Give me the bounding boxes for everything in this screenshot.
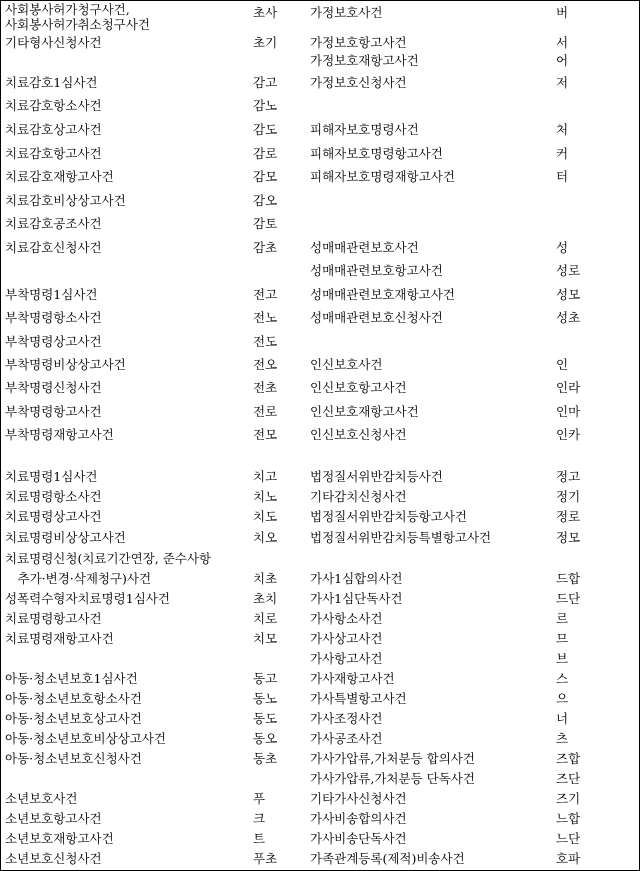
case-code: 치노 bbox=[253, 489, 278, 504]
case-code-right: 즈기 bbox=[556, 791, 581, 806]
case-code: 감초 bbox=[253, 240, 278, 255]
case-name: 소년보호재항고사건 bbox=[5, 831, 114, 846]
case-code-right: 정고 bbox=[556, 469, 581, 484]
case-code-right: 버 bbox=[556, 5, 569, 20]
case-code: 트 bbox=[253, 831, 266, 846]
case-code: 감노 bbox=[253, 98, 278, 113]
case-name: 아동·청소년보호항소사건 bbox=[5, 691, 142, 706]
case-name: 치료감호1심사건 bbox=[5, 75, 98, 90]
case-code-right: 인마 bbox=[556, 404, 581, 419]
case-code-right: 정모 bbox=[556, 530, 581, 545]
case-code: 감토 bbox=[253, 216, 278, 231]
case-name: 아동·청소년보호상고사건 bbox=[5, 711, 142, 726]
case-name: 부착명령신청사건 bbox=[5, 380, 102, 395]
case-name: 치료감호항소사건 bbox=[5, 98, 102, 113]
case-name-right: 가사재항고사건 bbox=[310, 671, 395, 686]
case-name: 부착명령항고사건 bbox=[5, 404, 102, 419]
case-name-right: 가정보호항고사건 bbox=[310, 35, 407, 50]
case-code-right: 어 bbox=[556, 53, 569, 68]
case-name-right: 피해자보호명령항고사건 bbox=[310, 146, 443, 161]
case-code: 치로 bbox=[253, 611, 278, 626]
case-name-right: 가사항고사건 bbox=[310, 651, 383, 666]
case-name: 부착명령비상상고사건 bbox=[5, 357, 126, 372]
case-code: 전오 bbox=[253, 357, 278, 372]
case-code-right: 인라 bbox=[556, 380, 581, 395]
case-code: 푸초 bbox=[253, 851, 278, 866]
case-code: 초기 bbox=[253, 35, 278, 50]
case-name-right: 가사가압류,가처분등 합의사건 bbox=[310, 751, 475, 766]
case-code: 동초 bbox=[253, 751, 278, 766]
case-name: 치료감호공조사건 bbox=[5, 216, 102, 231]
case-code-right: 커 bbox=[556, 146, 569, 161]
case-name-right: 피해자보호명령재항고사건 bbox=[310, 169, 455, 184]
case-name-right: 성매매관련보호신청사건 bbox=[310, 310, 443, 325]
case-code: 감모 bbox=[253, 169, 278, 184]
case-code-right: 므 bbox=[556, 631, 569, 646]
case-name-right: 성매매관련보호사건 bbox=[310, 240, 419, 255]
case-name: 아동·청소년보호비상상고사건 bbox=[5, 731, 166, 746]
case-code-right: 정로 bbox=[556, 509, 581, 524]
case-code-right: 처 bbox=[556, 122, 569, 137]
case-name: 부착명령재항고사건 bbox=[5, 427, 114, 442]
case-code-right: 성 bbox=[556, 240, 569, 255]
case-name-right: 기타가사신청사건 bbox=[310, 791, 407, 806]
case-name-right: 성매매관련보호재항고사건 bbox=[310, 287, 455, 302]
case-name-right: 인신보호신청사건 bbox=[310, 427, 407, 442]
case-name: 소년보호항고사건 bbox=[5, 811, 102, 826]
case-code-right: 호파 bbox=[556, 851, 581, 866]
case-code: 동오 bbox=[253, 731, 278, 746]
case-code-right: 정기 bbox=[556, 489, 581, 504]
case-code-right: 으 bbox=[556, 691, 569, 706]
case-code-right: 츠 bbox=[556, 731, 569, 746]
case-name-right: 인신보호항고사건 bbox=[310, 380, 407, 395]
case-name: 부착명령1심사건 bbox=[5, 287, 98, 302]
case-code-right: 인카 bbox=[556, 427, 581, 442]
case-name-right: 가사1심합의사건 bbox=[310, 571, 403, 586]
case-code: 감도 bbox=[253, 122, 278, 137]
case-code-right: 드합 bbox=[556, 571, 581, 586]
case-code: 치초 bbox=[253, 571, 278, 586]
case-code: 전도 bbox=[253, 334, 278, 349]
case-name-right: 가정보호재항고사건 bbox=[310, 53, 419, 68]
case-code: 감로 bbox=[253, 146, 278, 161]
case-name-right: 가정보호사건 bbox=[310, 5, 383, 20]
case-code: 전로 bbox=[253, 404, 278, 419]
case-name-right: 가사특별항고사건 bbox=[310, 691, 407, 706]
case-name-right: 성매매관련보호항고사건 bbox=[310, 263, 443, 278]
case-name: 치료감호항고사건 bbox=[5, 146, 102, 161]
case-name: 부착명령항소사건 bbox=[5, 310, 102, 325]
case-name: 치료감호상고사건 bbox=[5, 122, 102, 137]
case-name-right: 법정질서위반감치등특별항고사건 bbox=[310, 530, 492, 545]
case-code: 초사 bbox=[253, 5, 278, 20]
case-code: 감오 bbox=[253, 193, 278, 208]
case-code: 치고 bbox=[253, 469, 278, 484]
case-code-right: 즈합 bbox=[556, 751, 581, 766]
case-name-right: 기타감치신청사건 bbox=[310, 489, 407, 504]
case-code: 전고 bbox=[253, 287, 278, 302]
case-name-right: 가사비송단독사건 bbox=[310, 831, 407, 846]
case-code-right: 성모 bbox=[556, 287, 581, 302]
case-code-right: 르 bbox=[556, 611, 569, 626]
case-code: 전초 bbox=[253, 380, 278, 395]
case-code-right: 터 bbox=[556, 169, 569, 184]
case-name: 치료명령상고사건 bbox=[5, 509, 102, 524]
case-code: 동노 bbox=[253, 691, 278, 706]
case-code: 치도 bbox=[253, 509, 278, 524]
case-name-right: 가사비송합의사건 bbox=[310, 811, 407, 826]
case-name: 사회봉사허가청구사건, 사회봉사허가취소청구사건 bbox=[5, 2, 150, 32]
case-code: 치모 bbox=[253, 631, 278, 646]
case-code-right: 느단 bbox=[556, 831, 581, 846]
case-name: 기타형사신청사건 bbox=[5, 35, 102, 50]
case-name: 치료감호비상상고사건 bbox=[5, 193, 126, 208]
case-code: 초치 bbox=[253, 591, 278, 606]
case-code-right: 드단 bbox=[556, 591, 581, 606]
case-name-right: 가족관계등록(제적)비송사건 bbox=[310, 851, 465, 866]
case-name: 치료명령항고사건 bbox=[5, 611, 102, 626]
case-code-right: 스 bbox=[556, 671, 569, 686]
case-code-right: 즈단 bbox=[556, 771, 581, 786]
case-name-right: 인신보호재항고사건 bbox=[310, 404, 419, 419]
case-name-right: 피해자보호명령사건 bbox=[310, 122, 419, 137]
case-code: 감고 bbox=[253, 75, 278, 90]
case-name: 부착명령상고사건 bbox=[5, 334, 102, 349]
case-code: 푸 bbox=[253, 791, 266, 806]
case-name-right: 가사1심단독사건 bbox=[310, 591, 403, 606]
case-name: 성폭력수형자치료명령1심사건 bbox=[5, 591, 170, 606]
case-name: 아동·청소년보호1심사건 bbox=[5, 671, 138, 686]
case-name-right: 인신보호사건 bbox=[310, 357, 383, 372]
case-name-right: 법정질서위반감치등사건 bbox=[310, 469, 443, 484]
case-name: 소년보호신청사건 bbox=[5, 851, 102, 866]
case-name: 치료명령신청(치료기간연장, 준수사항 bbox=[5, 551, 212, 566]
case-code-right: 인 bbox=[556, 357, 569, 372]
case-code: 동도 bbox=[253, 711, 278, 726]
case-name: 아동·청소년보호신청사건 bbox=[5, 751, 142, 766]
case-name-right: 법정질서위반감치등항고사건 bbox=[310, 509, 467, 524]
case-code-right: 서 bbox=[556, 35, 569, 50]
case-name-right: 가정보호신청사건 bbox=[310, 75, 407, 90]
case-code: 치오 bbox=[253, 530, 278, 545]
case-name-right: 가사상고사건 bbox=[310, 631, 383, 646]
case-code: 동고 bbox=[253, 671, 278, 686]
case-code: 크 bbox=[253, 811, 266, 826]
case-name: 소년보호사건 bbox=[5, 791, 78, 806]
case-name: 치료감호신청사건 bbox=[5, 240, 102, 255]
case-code: 전노 bbox=[253, 310, 278, 325]
case-name-right: 가사조정사건 bbox=[310, 711, 383, 726]
case-code-right: 성로 bbox=[556, 263, 581, 278]
case-name: 추가·변경·삭제청구)사건 bbox=[5, 571, 152, 586]
case-name-right: 가사가압류,가처분등 단독사건 bbox=[310, 771, 475, 786]
case-name-right: 가사항소사건 bbox=[310, 611, 383, 626]
case-code: 전모 bbox=[253, 427, 278, 442]
case-name: 치료명령1심사건 bbox=[5, 469, 98, 484]
case-name-right: 가사공조사건 bbox=[310, 731, 383, 746]
case-code-right: 너 bbox=[556, 711, 569, 726]
case-code-right: 성초 bbox=[556, 310, 581, 325]
case-code-right: 브 bbox=[556, 651, 569, 666]
case-name: 치료감호재항고사건 bbox=[5, 169, 114, 184]
case-code-right: 저 bbox=[556, 75, 569, 90]
case-code-right: 느합 bbox=[556, 811, 581, 826]
case-name: 치료명령재항고사건 bbox=[5, 631, 114, 646]
case-name: 치료명령비상상고사건 bbox=[5, 530, 126, 545]
case-name: 치료명령항소사건 bbox=[5, 489, 102, 504]
